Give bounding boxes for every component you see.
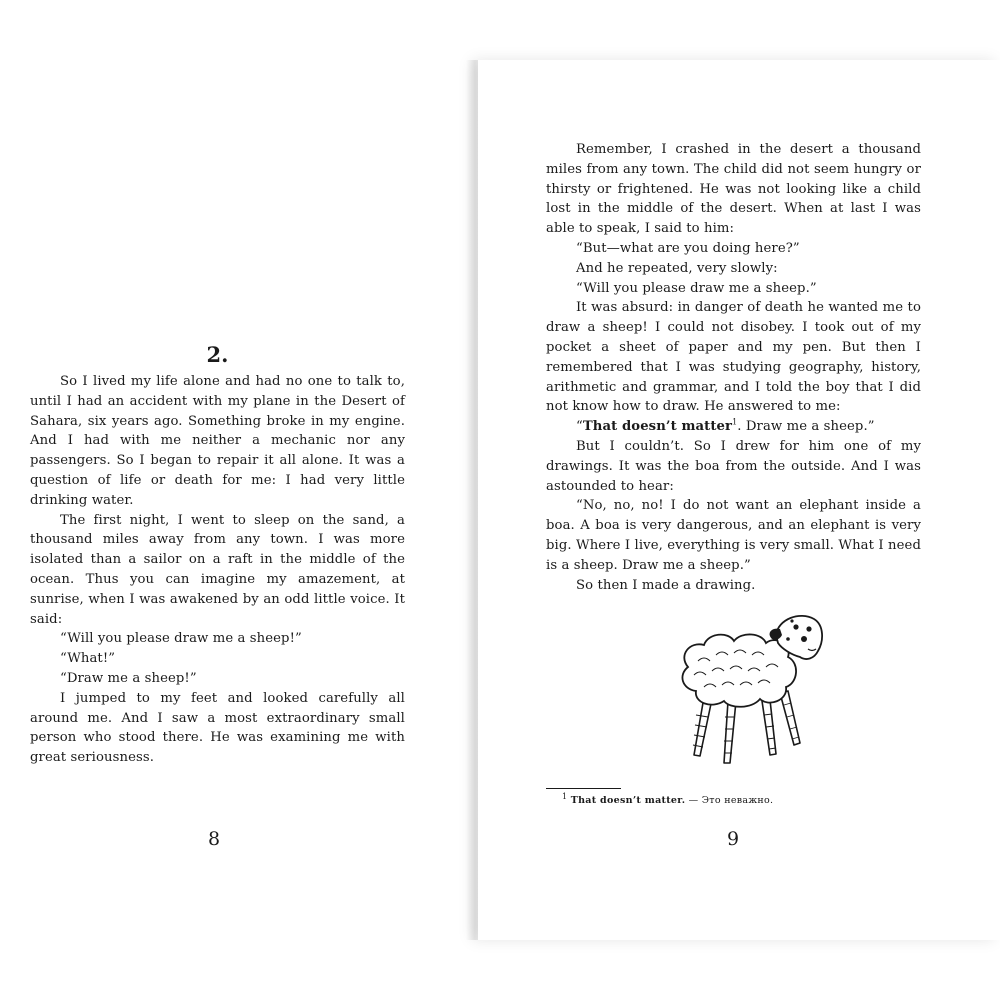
paragraph: But I couldn’t. So I drew for him one of my drawings. It was the boa from the outside. And I was astounded to hear: bbox=[546, 438, 921, 494]
paragraph: Remember, I crashed in the desert a thousand miles from any town. The child did not seem hungry or thirsty or frightened. He was not looking like a child lost in the middle of the desert. When at last I was able to speak, I said to him: bbox=[546, 142, 921, 237]
page-number-right: 9 bbox=[727, 828, 740, 850]
paragraph: So I lived my life alone and had no one to talk to, until I had an accident with my plane in the Desert of Sahara, six years ago. Something broke in my engine. And I had with me neither a mechanic nor any passengers. So I began to repair it all alone. It was a question of life or death for me: I had very little drinking water. bbox=[30, 374, 405, 508]
footnote-term: That doesn’t matter. bbox=[570, 795, 686, 806]
footnote-rule bbox=[546, 788, 621, 789]
left-page-text bbox=[30, 372, 405, 768]
paragraph: It was absurd: in danger of death he wanted me to draw a sheep! I could not disobey. I took out of my pocket a sheet of paper and my pen. But then I remembered that I was studying geography, history, arithmetic and grammar, and I told the boy that I did not know how to draw. He answered to me: bbox=[546, 300, 921, 415]
chapter-title: 2. bbox=[206, 342, 229, 367]
open-quote: “ bbox=[576, 419, 583, 435]
paragraph: I jumped to my feet and looked carefully all around me. And I saw a most extraordinary small person who stood there. He was examining me with great seriousness. bbox=[30, 690, 405, 766]
footnote-reference: 1 bbox=[732, 417, 738, 427]
footnote bbox=[562, 791, 774, 806]
paragraph: “Will you please draw me a sheep.” bbox=[576, 280, 817, 296]
left-page bbox=[0, 60, 470, 940]
paragraph: “But—what are you doing here?” bbox=[576, 240, 800, 256]
paragraph-with-footnote bbox=[546, 417, 921, 437]
sheep-leg bbox=[724, 701, 736, 763]
sheep-leg bbox=[780, 691, 800, 745]
right-page-text bbox=[546, 140, 921, 595]
quote-rest: . Draw me a sheep.” bbox=[737, 419, 875, 435]
bold-phrase: That doesn’t matter bbox=[582, 419, 733, 435]
paragraph: And he repeated, very slowly: bbox=[576, 260, 778, 276]
paragraph: “No, no, no! I do not want an elephant inside a boa. A boa is very dangerous, and an elephant is very big. Where I live, everything is very small. What I need is a sheep. Draw me a sheep.” bbox=[546, 498, 921, 573]
paragraph: “Will you please draw me a sheep!” bbox=[60, 631, 302, 647]
right-page bbox=[478, 60, 1000, 940]
footnote-translation: — Это неважно. bbox=[685, 795, 774, 806]
sheep-drawing-icon bbox=[668, 605, 828, 765]
paragraph: The first night, I went to sleep on the sand, a thousand miles away from any town. I was more isolated than a sailor on a raft in the middle of the ocean. Thus you can imagine my amazement, at sunrise, when I was awakened by an odd little voice. It said: bbox=[30, 512, 405, 627]
paragraph: So then I made a drawing. bbox=[576, 577, 756, 593]
paragraph: “What!” bbox=[60, 651, 116, 667]
page-number-left: 8 bbox=[208, 828, 221, 850]
footnote-mark: 1 bbox=[562, 791, 568, 801]
sheep-leg bbox=[762, 700, 776, 755]
paragraph: “Draw me a sheep!” bbox=[60, 670, 197, 686]
